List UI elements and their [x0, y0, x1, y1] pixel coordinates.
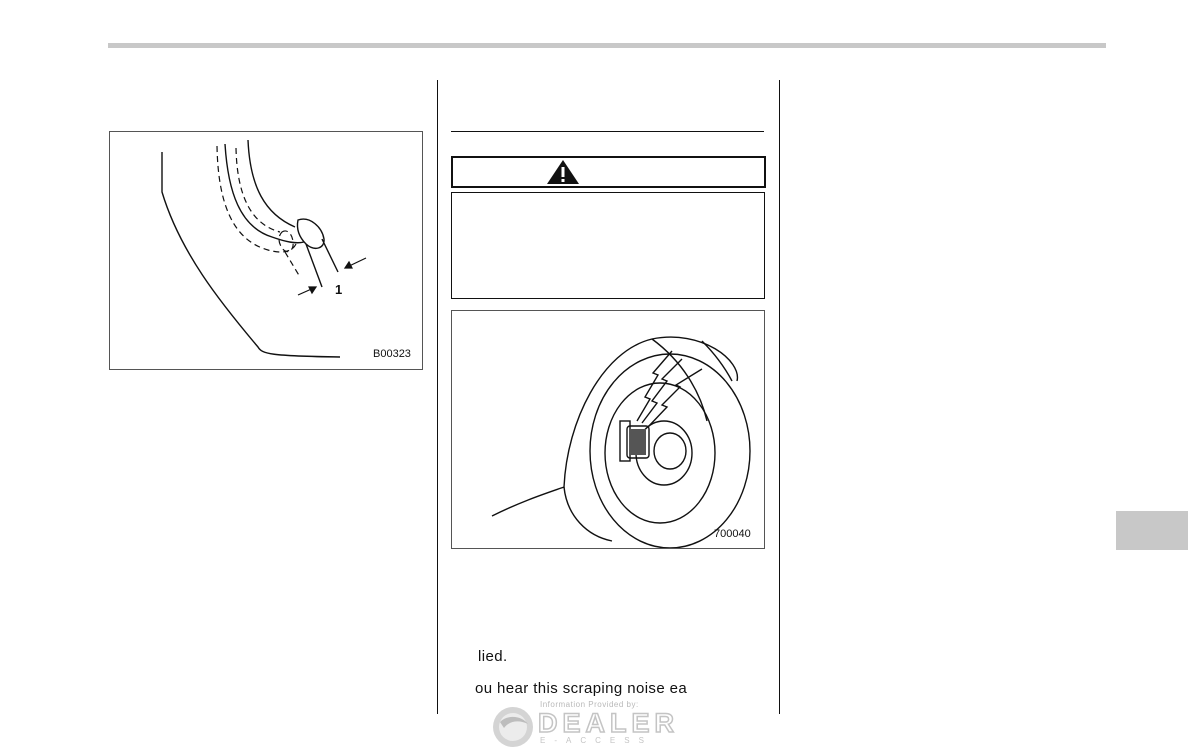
figure-b00323 — [109, 131, 423, 370]
watermark — [490, 700, 690, 752]
dealer-logo-icon — [490, 704, 536, 750]
callout-label: 1 — [335, 282, 343, 297]
warning-triangle-icon — [546, 159, 580, 185]
chapter-tab — [1116, 511, 1188, 550]
figure-code: B00323 — [373, 348, 411, 360]
warning-body — [451, 192, 765, 299]
watermark-caption: Information Provided by: — [540, 700, 639, 709]
watermark-brand: DEALER — [538, 708, 680, 738]
column-divider-right — [779, 80, 780, 714]
figure-code: 700040 — [714, 528, 751, 540]
body-text-line: ou hear this scraping noise ea — [475, 680, 688, 697]
header-rule — [108, 43, 1106, 48]
section-rule — [451, 131, 764, 132]
brake-wear-illustration — [452, 311, 764, 548]
watermark-subbrand: E-ACCESS — [540, 736, 653, 745]
figure-700040 — [451, 310, 765, 549]
body-text-line: lied. — [478, 648, 508, 665]
column-divider-left — [437, 80, 438, 714]
warning-header — [451, 156, 766, 188]
tire-tread-illustration — [110, 132, 422, 369]
